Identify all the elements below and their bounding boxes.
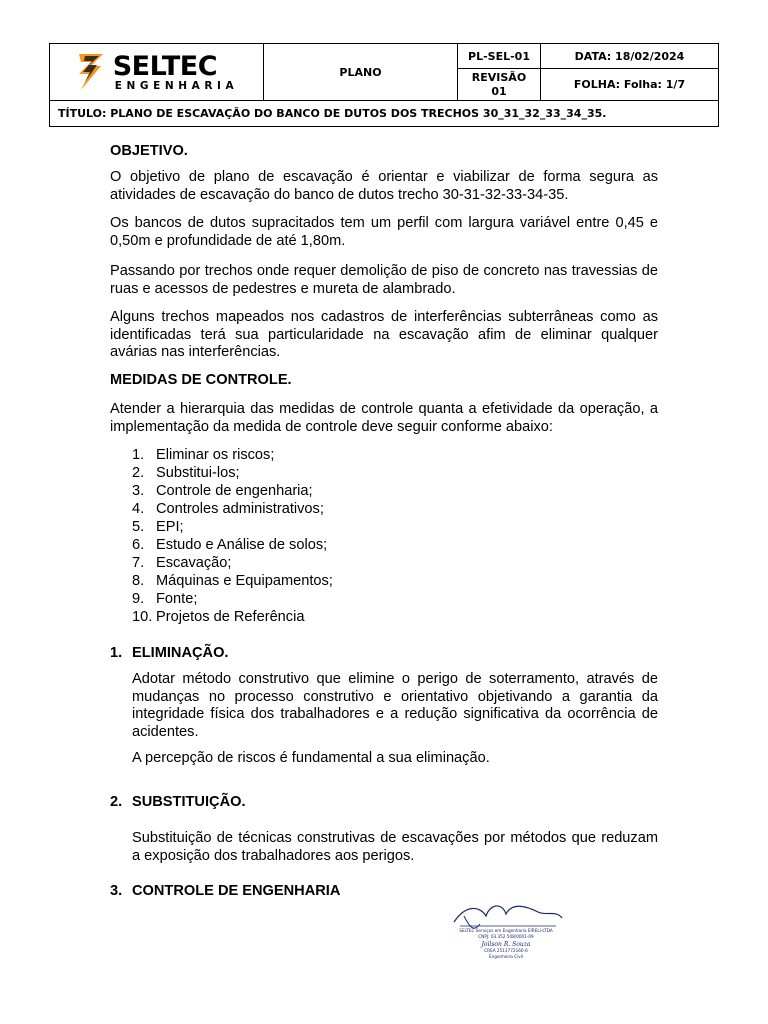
svg-text:CREA 2513772160-6: CREA 2513772160-6 xyxy=(484,948,528,953)
section-1-p1: Adotar método construtivo que elimine o perigo de soterramento, através de mudanças no processo construtivo e orientativo objetivando a garantia da integridade física dos trabalhadores e a redução significativa da ocorrência de acidentes. xyxy=(132,671,658,740)
logo-main-text: SELTEC xyxy=(112,50,218,82)
list-item: 6. Estudo e Análise de solos; xyxy=(132,537,328,553)
list-item: 3. Controle de engenharia; xyxy=(132,483,313,499)
section-1-p2: A percepção de riscos é fundamental a sua eliminação. xyxy=(132,750,490,766)
logo-sub-text: ENGENHARIA xyxy=(114,79,239,92)
section-3-heading: 3. CONTROLE DE ENGENHARIA xyxy=(110,883,341,899)
medidas-p1: Atender a hierarquia das medidas de controle quanta a efetividade da operação, a implementação da medida de controle deve seguir conforme abaixo: xyxy=(110,401,658,435)
revision-label: REVISÃO xyxy=(471,70,527,84)
control-measures-list xyxy=(110,446,333,626)
document-header xyxy=(49,43,719,127)
svg-text:CNPJ: 03.352.508/0001-09: CNPJ: 03.352.508/0001-09 xyxy=(478,934,534,939)
doc-code: PL-SEL-01 xyxy=(458,44,541,69)
section-2-heading: 2. SUBSTITUIÇÃO. xyxy=(110,794,246,810)
seltec-logo-icon xyxy=(75,52,109,92)
list-item: 2. Substitui-los; xyxy=(132,465,240,481)
doc-sheet: FOLHA: Folha: 1/7 xyxy=(541,69,718,101)
revision-value: 01 xyxy=(491,84,507,98)
list-item: 7. Escavação; xyxy=(132,555,232,571)
objetivo-heading: OBJETIVO. xyxy=(110,143,188,159)
doc-date: DATA: 18/02/2024 xyxy=(541,44,718,69)
company-logo xyxy=(75,52,239,92)
medidas-heading: MEDIDAS DE CONTROLE. xyxy=(110,372,292,388)
objetivo-p4: Alguns trechos mapeados nos cadastros de interferências subterrâneas como as identificadas terá sua particularidade na escavação afim de eliminar qualquer avárias nas interferências. xyxy=(110,309,658,360)
section-2-p1: Substituição de técnicas construtivas de escavações por métodos que reduzam a exposição dos trabalhadores aos perigos. xyxy=(132,830,658,864)
list-item: 9. Fonte; xyxy=(132,591,198,607)
list-item: 5. EPI; xyxy=(132,519,184,535)
objetivo-p2: Os bancos de dutos supracitados tem um perfil com largura variável entre 0,45 e 0,50m e profundidade de até 1,80m. xyxy=(110,215,658,249)
doc-revision xyxy=(458,69,541,101)
section-1-heading: 1. ELIMINAÇÃO. xyxy=(110,645,229,661)
doc-type: PLANO xyxy=(264,44,458,101)
list-item: 1. Eliminar os riscos; xyxy=(132,447,275,463)
list-item: 10. Projetos de Referência xyxy=(132,609,305,625)
svg-text:SELTEC Serviços em Engenharia: SELTEC Serviços em Engenharia EIRELI-LTDA xyxy=(459,928,553,933)
svg-text:Engenheiro Civil: Engenheiro Civil xyxy=(489,954,523,959)
signature-stamp xyxy=(446,896,566,966)
list-item: 8. Máquinas e Equipamentos; xyxy=(132,573,333,589)
objetivo-p3: Passando por trechos onde requer demolição de piso de concreto nas travessias de ruas e acessos de pedestres e mureta de alambrado. xyxy=(110,263,658,297)
svg-text:Joilson R. Souza: Joilson R. Souza xyxy=(481,941,531,948)
list-item: 4. Controles administrativos; xyxy=(132,501,324,517)
logo-cell xyxy=(50,44,264,101)
objetivo-p1: O objetivo de plano de escavação é orientar e viabilizar de forma segura as atividades de escavação do banco de dutos trecho 30-31-32-33-34-35. xyxy=(110,169,658,203)
doc-title: TÍTULO: PLANO DE ESCAVAÇÃO DO BANCO DE DUTOS DOS TRECHOS 30_31_32_33_34_35. xyxy=(58,107,607,120)
